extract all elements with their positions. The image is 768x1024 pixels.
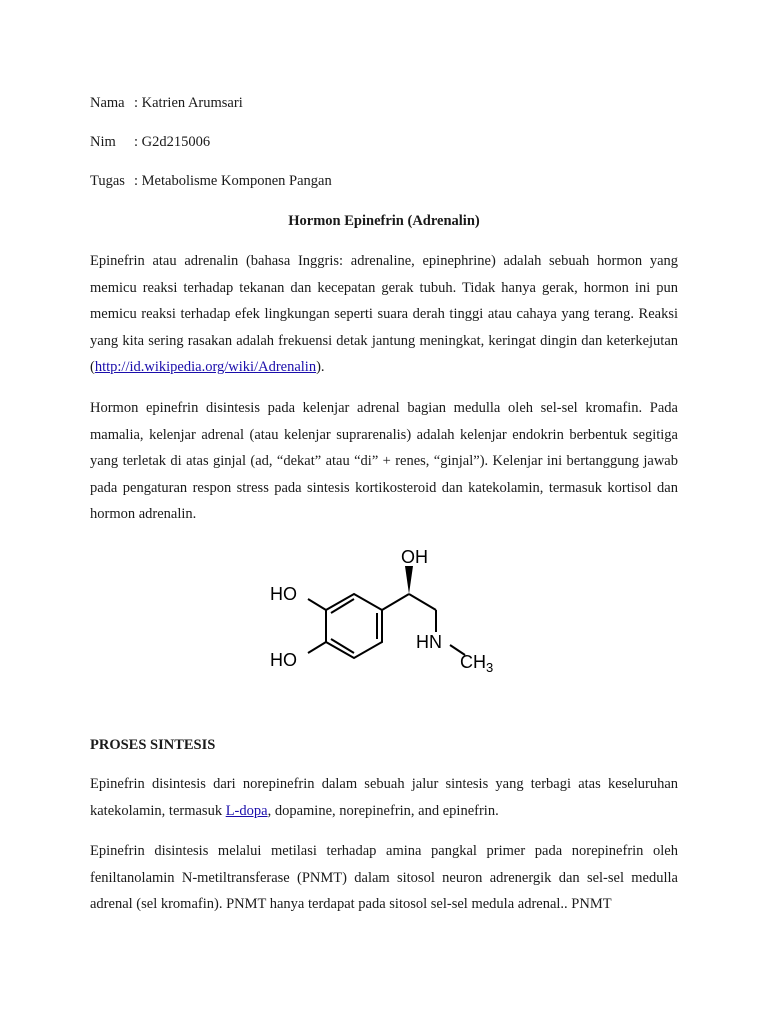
- paragraph-synthesis-tail: , dopamine, norepinefrin, and epinefrin.: [267, 802, 499, 819]
- methyl-ch: CH: [460, 652, 486, 672]
- bond-upper-hydroxyl: [308, 599, 326, 610]
- nim-line: [90, 132, 210, 152]
- methyl-label: [460, 652, 493, 675]
- wikipedia-link[interactable]: http://id.wikipedia.org/wiki/Adrenalin: [94, 359, 317, 376]
- l-dopa-link[interactable]: L-dopa: [225, 802, 268, 819]
- bond-ring-to-chain: [382, 594, 409, 610]
- name-line: [90, 93, 243, 113]
- task-line: [90, 171, 332, 191]
- name-label: Nama: [90, 95, 125, 111]
- amine-label: HN: [416, 632, 442, 652]
- bond-lower-hydroxyl: [308, 642, 326, 653]
- section-heading: PROSES SINTESIS: [90, 737, 216, 753]
- hydroxyl-upper-label: HO: [270, 584, 297, 604]
- epinephrine-structure-diagram: [260, 540, 510, 690]
- bond-chain: [409, 594, 436, 610]
- paragraph-intro-tail: ).: [316, 359, 325, 376]
- paragraph-adrenal: Hormon epinefrin disintesis pada kelenjar adrenal bagian medulla oleh sel-sel kromafin. Pada mamalia, kelenjar adrenal (atau kelenjar suprarenalis) adalah kelenjar endokrin berbentuk segitiga yang terletak di atas ginjal (ad, “dekat” atau “di” + renes, “ginjal”). Kelenjar ini bertanggung jawab pada pengaturan respon stress pada sintesis kortikosteroid dan katekolamin, termasuk kortisol dan hormon adrenalin.: [90, 400, 678, 523]
- task-label: Tugas: [90, 173, 125, 189]
- methyl-subscript: 3: [486, 660, 494, 675]
- name-value: : Katrien Arumsari: [134, 95, 243, 111]
- benzene-ring: [326, 594, 382, 658]
- document-title: Hormon Epinefrin (Adrenalin): [288, 213, 480, 229]
- nim-value: : G2d215006: [134, 134, 211, 150]
- nim-label: Nim: [90, 134, 116, 150]
- paragraph-synthesis: [90, 771, 678, 824]
- hydroxyl-lower-label: HO: [270, 650, 297, 670]
- hydroxyl-top-label: OH: [401, 547, 428, 567]
- task-value: : Metabolisme Komponen Pangan: [134, 173, 332, 189]
- paragraph-intro-text: Epinefrin atau adrenalin (bahasa Inggris: adrenaline, epinephrine) adalah sebuah hormon yang memicu reaksi terhadap tekanan dan kecepatan gerak tubuh. Tidak hanya gerak, hormon ini pun memicu reaksi terhadap efek lingkungan seperti suara derah tinggi atau cahaya yang terang. Reaksi yang kita sering rasakan adalah frekuensi detak jantung meningkat, keringat dingin dan keterkejutan (: [90, 253, 678, 376]
- paragraph-intro: [90, 248, 678, 381]
- paragraph-synthesis-text: Epinefrin disintesis dari norepinefrin dalam sebuah jalur sintesis yang terbagi atas keseluruhan katekolamin, termasuk: [90, 776, 678, 819]
- paragraph-methylation: Epinefrin disintesis melalui metilasi terhadap amina pangkal primer pada norepinefrin oleh feniltanolamin N-metiltransferase (PNMT) dalam sitosol neuron adrenergik dan sel-sel medulla adrenal (sel kromafin). PNMT hanya terdapat pada sitosol sel-sel medula adrenal.. PNMT: [90, 843, 678, 913]
- wedge-bond: [405, 566, 413, 594]
